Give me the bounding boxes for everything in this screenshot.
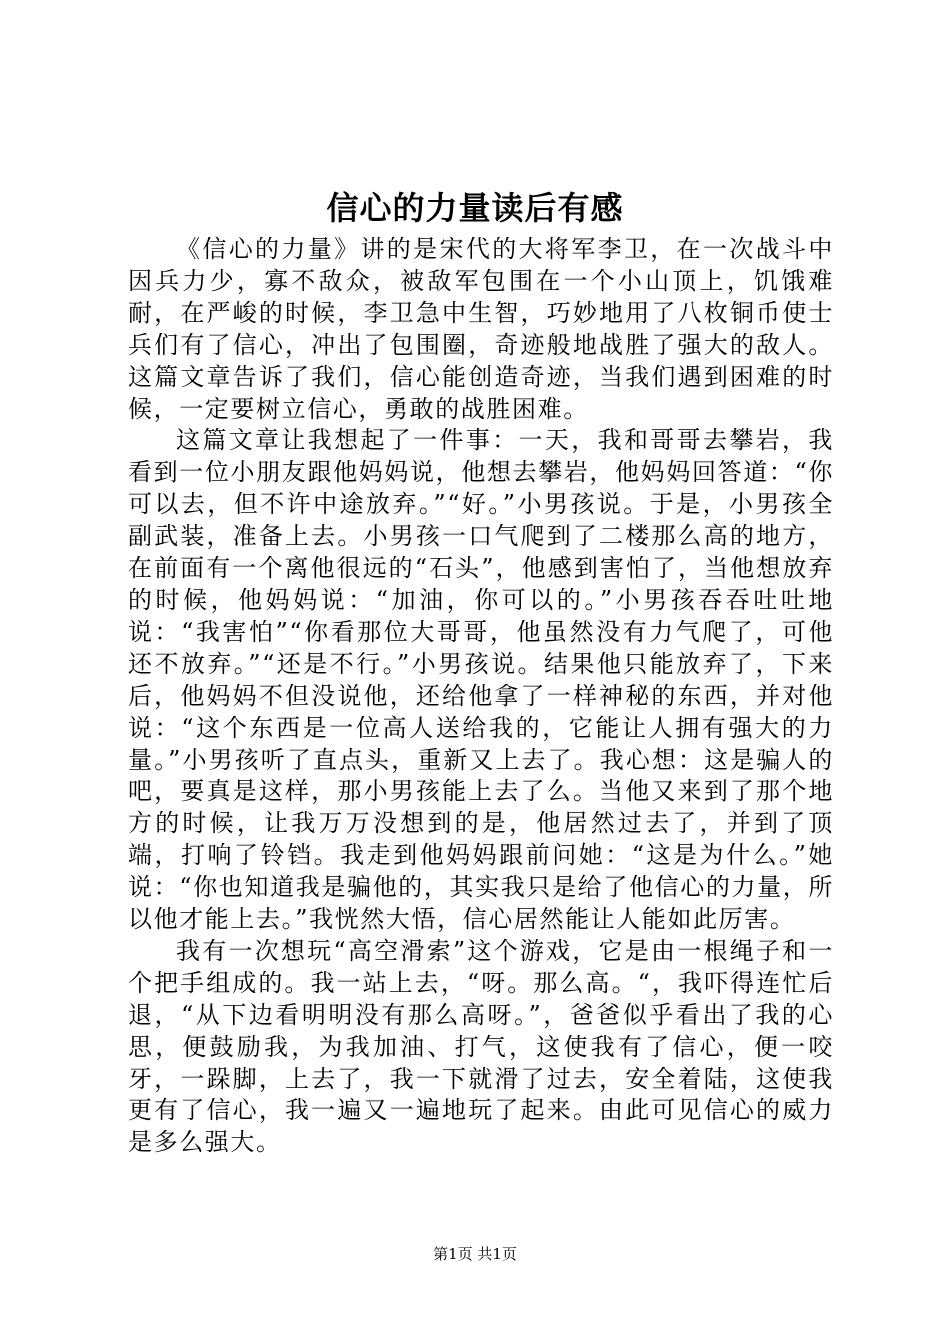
page-footer: 第1页 共1页 — [433, 1245, 517, 1263]
document-title: 信心的力量读后有感 — [326, 189, 624, 227]
document-body — [128, 234, 834, 1159]
paragraph-2: 这篇文章让我想起了一件事：一天，我和哥哥去攀岩，我看到一位小朋友跟他妈妈说，他想去攀岩，他妈妈回答道：“你可以去，但不许中途放弃。”“好。”小男孩说。于是，小男孩全副武装，准备上去。小男孩一口气爬到了二楼那么高的地方，在前面有一个离他很远的“石头”，他感到害怕了，当他想放弃的时候，他妈妈说：“加油，你可以的。”小男孩吞吞吐吐地说：“我害怕”“你看那位大哥哥，他虽然没有力气爬了，可他还不放弃。”“还是不行。”小男孩说。结果他只能放弃了，下来后，他妈妈不但没说他，还给他拿了一样神秘的东西，并对他说：“这个东西是一位高人送给我的，它能让人拥有强大的力量。”小男孩听了直点头，重新又上去了。我心想：这是骗人的吧，要真是这样，那小男孩能上去了么。当他又来到了那个地方的时候，让我万万没想到的是，他居然过去了，并到了顶端，打响了铃铛。我走到他妈妈跟前问她：“这是为什么。”她说：“你也知道我是骗他的，其实我只是给了他信心的力量，所以他才能上去。”我恍然大悟，信心居然能让人能如此厉害。 — [128, 426, 834, 934]
paragraph-3: 我有一次想玩“高空滑索”这个游戏，它是由一根绳子和一个把手组成的。我一站上去，“呀。那么高。“，我吓得连忙后退，“从下边看明明没有那么高呀。”，爸爸似乎看出了我的心思，便鼓励我，为我加油、打气，这使我有了信心，便一咬牙，一跺脚，上去了，我一下就滑了过去，安全着陆，这使我更有了信心，我一遍又一遍地玩了起来。由此可见信心的威力是多么强大。 — [128, 936, 834, 1157]
paragraph-1: 《信心的力量》讲的是宋代的大将军李卫，在一次战斗中因兵力少，寡不敌众，被敌军包围在一个小山顶上，饥饿难耐，在严峻的时候，李卫急中生智，巧妙地用了八枚铜币使士兵们有了信心，冲出了包围圈，奇迹般地战胜了强大的敌人。这篇文章告诉了我们，信心能创造奇迹，当我们遇到困难的时候，一定要树立信心，勇敢的战胜困难。 — [128, 235, 834, 423]
